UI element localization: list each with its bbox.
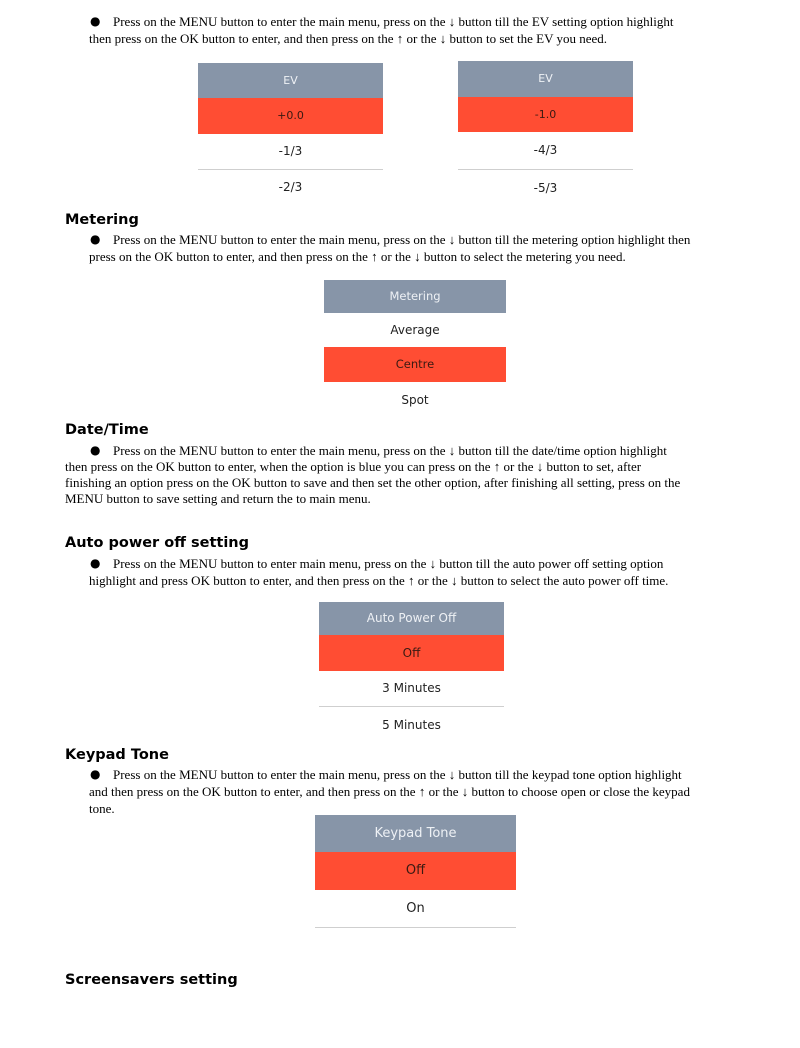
keypad-text-line-2: and then press on the OK button to enter, and then press on the ↑ or the ↓ button to choose open or close the keypad xyxy=(89,784,690,799)
ev-text-line-2: then press on the OK button to enter, and then press on the ↑ or the ↓ button to set the EV you need. xyxy=(89,31,608,46)
section-heading-datetime: Date/Time xyxy=(65,422,149,438)
bullet-icon: ● xyxy=(90,556,101,570)
metering-option[interactable]: Spot xyxy=(401,393,429,407)
keypad-text-line-3: tone. xyxy=(89,801,115,816)
ev-menu-header: EV xyxy=(198,63,383,98)
autopower-text-line-2: highlight and press OK button to enter, and then press on the ↑ or the ↓ button to select the auto power off time. xyxy=(89,573,669,588)
metering-menu-header: Metering xyxy=(324,280,506,313)
ev-option[interactable]: -2/3 xyxy=(278,180,303,194)
ev-option[interactable]: -1/3 xyxy=(198,134,383,170)
ev-menu-left xyxy=(198,63,383,205)
ev-option[interactable]: -4/3 xyxy=(458,132,633,170)
datetime-text-line-1: Press on the MENU button to enter the main menu, press on the ↓ button till the date/time option highlight xyxy=(113,443,667,458)
ev-option[interactable]: -5/3 xyxy=(533,181,558,195)
datetime-text-line-4: MENU button to save setting and return the to main menu. xyxy=(65,491,371,506)
section-heading-auto-power-off: Auto power off setting xyxy=(65,535,250,551)
metering-option[interactable]: Average xyxy=(390,323,440,337)
autopower-text-line-1: Press on the MENU button to enter main menu, press on the ↓ button till the auto power off setting option xyxy=(113,556,664,571)
bullet-icon: ● xyxy=(90,443,101,457)
ev-text-line-1: Press on the MENU button to enter the main menu, press on the ↓ button till the EV setting option highlight xyxy=(113,14,674,29)
metering-text-line-1: Press on the MENU button to enter the main menu, press on the ↓ button till the metering option highlight then xyxy=(113,232,691,247)
bullet-icon: ● xyxy=(90,767,101,781)
auto-power-off-menu xyxy=(319,602,504,744)
keypad-tone-menu-header: Keypad Tone xyxy=(315,815,516,852)
keypad-tone-menu xyxy=(315,815,516,928)
keypad-tone-option-selected[interactable]: Off xyxy=(315,852,516,890)
auto-power-off-option-selected[interactable]: Off xyxy=(319,635,504,671)
auto-power-off-option[interactable]: 3 Minutes xyxy=(319,671,504,707)
ev-option-selected[interactable]: -1.0 xyxy=(458,97,633,132)
bullet-icon: ● xyxy=(90,232,101,246)
metering-menu xyxy=(324,280,506,418)
keypad-text-line-1: Press on the MENU button to enter the main menu, press on the ↓ button till the keypad tone option highlight xyxy=(113,767,682,782)
auto-power-off-menu-header: Auto Power Off xyxy=(319,602,504,635)
keypad-tone-option[interactable]: On xyxy=(315,890,516,928)
bullet-icon: ● xyxy=(90,14,101,28)
ev-option-selected[interactable]: +0.0 xyxy=(198,98,383,134)
ev-menu-right xyxy=(458,61,633,206)
metering-text-line-2: press on the OK button to enter, and then press on the ↑ or the ↓ button to select the metering you need. xyxy=(89,249,626,264)
section-heading-keypad-tone: Keypad Tone xyxy=(65,747,169,763)
datetime-text-line-2: then press on the OK button to enter, when the option is blue you can press on the ↑ or the ↓ button to set, after xyxy=(65,459,642,474)
section-heading-metering: Metering xyxy=(65,212,139,228)
ev-menu-header: EV xyxy=(458,61,633,97)
metering-option-selected[interactable]: Centre xyxy=(324,347,506,382)
auto-power-off-option[interactable]: 5 Minutes xyxy=(382,718,441,732)
datetime-text-line-3: finishing an option press on the OK button to save and then set the other option, after finishing all setting, press on the xyxy=(65,475,681,490)
section-heading-screensavers: Screensavers setting xyxy=(65,972,238,988)
